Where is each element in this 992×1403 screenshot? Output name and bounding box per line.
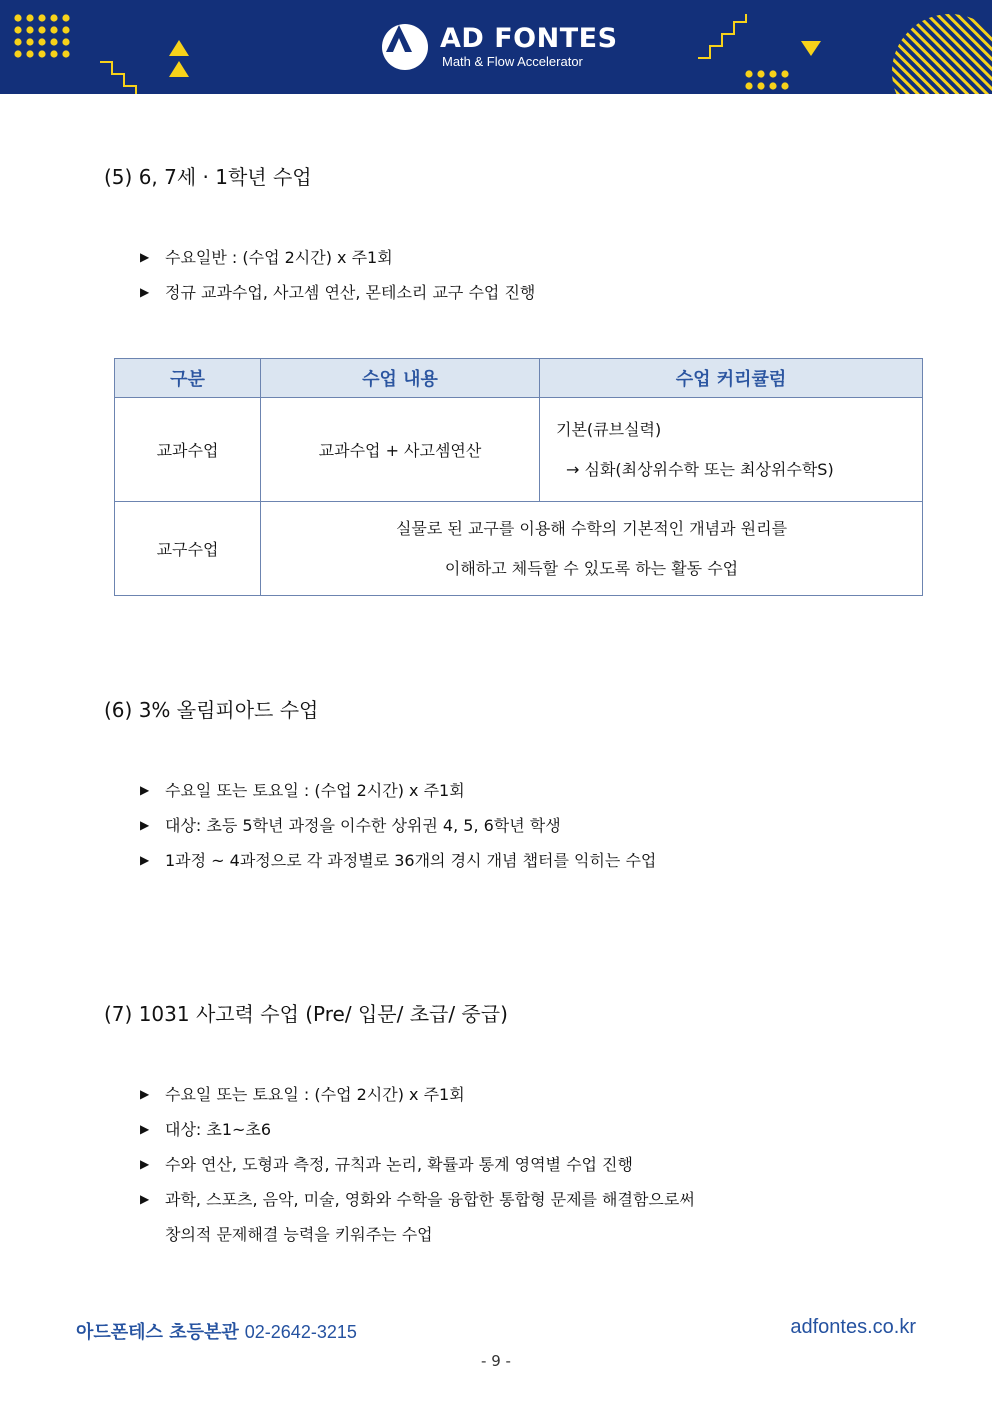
triangle-down-icon (801, 41, 821, 56)
table-header-curriculum: 수업 커리큘럼 (540, 359, 923, 398)
list-item: ▶ 정규 교과수업, 사고셈 연산, 몬테소리 교구 수업 진행 (140, 275, 535, 310)
list-item: ▶ 대상: 초등 5학년 과정을 이수한 상위권 4, 5, 6학년 학생 (140, 808, 656, 843)
brand-lockup (382, 22, 618, 72)
footer-contact (76, 1318, 357, 1344)
header-banner (0, 0, 992, 94)
row1-category: 교과수업 (115, 398, 261, 502)
row2-content-line-2: 이해하고 체득할 수 있도록 하는 활동 수업 (444, 558, 739, 578)
course-table (114, 358, 923, 596)
row1-curriculum (540, 398, 923, 502)
table-row (115, 398, 923, 502)
row2-content (261, 502, 923, 596)
list-item: ▶ 대상: 초1~초6 (140, 1112, 695, 1147)
bullet-triangle-icon: ▶ (140, 1192, 150, 1206)
bullet-triangle-icon: ▶ (140, 1087, 150, 1101)
curriculum-line-1: 기본(큐브실력) (556, 419, 662, 439)
list-item: ▶ 1과정 ~ 4과정으로 각 과정별로 36개의 경시 개념 챕터를 익히는 수업 (140, 843, 656, 878)
row2-content-line-1: 실물로 된 교구를 이용해 수학의 기본적인 개념과 원리를 (395, 518, 788, 538)
row2-category: 교구수업 (115, 502, 261, 596)
footer-phone: 02-2642-3215 (244, 1322, 357, 1342)
dot-grid-left-icon (14, 14, 69, 57)
bullet-triangle-icon: ▶ (140, 783, 150, 797)
list-item: ▶ 수요일 또는 토요일 : (수업 2시간) x 주1회 (140, 1077, 695, 1112)
bullet-triangle-icon: ▶ (140, 853, 150, 867)
triangle-up-icon-2 (169, 61, 189, 77)
bullet-continuation: 창의적 문제해결 능력을 키워주는 수업 (165, 1225, 433, 1244)
list-item: ▶ 수와 연산, 도형과 측정, 규칙과 논리, 확률과 통계 영역별 수업 진행 (140, 1147, 695, 1182)
bullet-triangle-icon: ▶ (140, 250, 150, 264)
bullet-triangle-icon: ▶ (140, 285, 150, 299)
table-header-category: 구분 (115, 359, 261, 398)
table-header-content: 수업 내용 (261, 359, 540, 398)
curriculum-line-2: → 심화(최상위수학 또는 최상위수학S) (566, 459, 834, 479)
section-5-bullets (140, 240, 535, 310)
brand-name: AD FONTES (440, 23, 618, 54)
section-7-title: (7) 1031 사고력 수업 (Pre/ 입문/ 초급/ 중급) (104, 1002, 508, 1026)
stair-right-icon (698, 14, 746, 58)
row1-content: 교과수업 + 사고셈연산 (261, 398, 540, 502)
page-number: - 9 - (481, 1352, 511, 1370)
section-6-bullets (140, 773, 656, 878)
stair-left-icon (100, 62, 136, 94)
bullet-triangle-icon: ▶ (140, 818, 150, 832)
list-item: ▶ 수요일 또는 토요일 : (수업 2시간) x 주1회 (140, 773, 656, 808)
section-5-title: (5) 6, 7세 · 1학년 수업 (104, 165, 312, 189)
triangle-up-icon (169, 40, 189, 56)
striped-circle-icon (892, 14, 992, 94)
section-6-title: (6) 3% 올림피아드 수업 (104, 698, 319, 722)
dot-grid-right-icon (745, 70, 788, 89)
brand-logo-icon (382, 24, 428, 70)
footer-website-link[interactable]: adfontes.co.kr (790, 1316, 916, 1338)
list-item: ▶ 수요일반 : (수업 2시간) x 주1회 (140, 240, 535, 275)
bullet-triangle-icon: ▶ (140, 1157, 150, 1171)
list-item: ▶ 과학, 스포츠, 음악, 미술, 영화와 수학을 융합한 통합형 문제를 해결함으로써 창의적 문제해결 능력을 키워주는 수업 (140, 1182, 695, 1252)
bullet-triangle-icon: ▶ (140, 1122, 150, 1136)
brand-tagline: Math & Flow Accelerator (442, 54, 583, 69)
section-7-bullets (140, 1077, 695, 1252)
footer-org-name: 아드폰테스 초등본관 (76, 1322, 239, 1343)
table-row (115, 502, 923, 596)
table-header-row (115, 359, 923, 398)
